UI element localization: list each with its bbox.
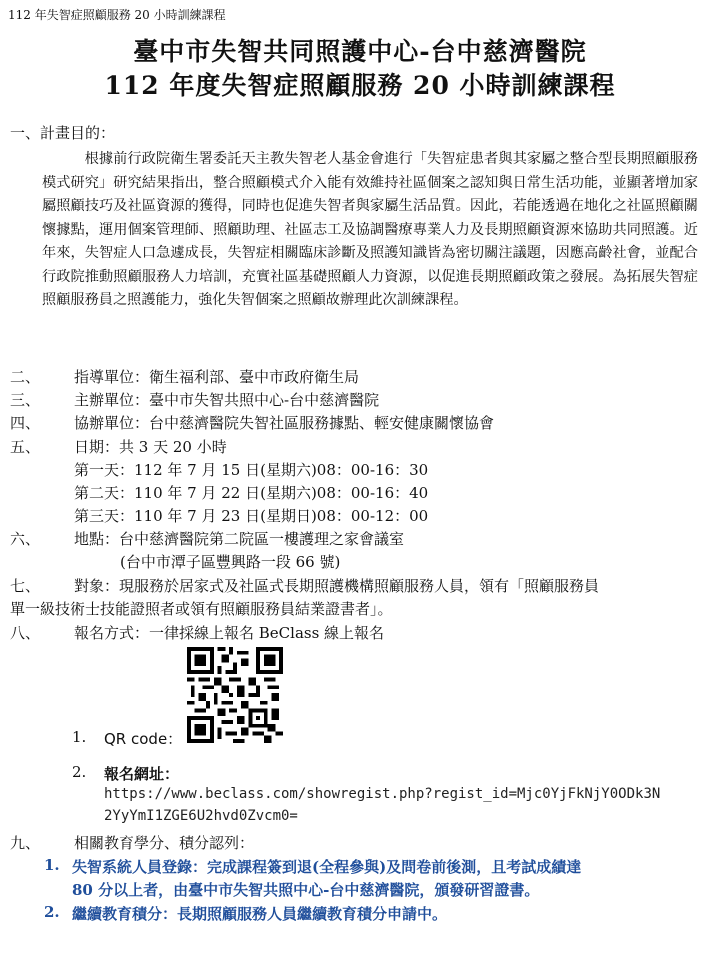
- running-header: 112 年失智症照顧服務 20 小時訓練課程: [8, 8, 226, 22]
- item1-num: 1.: [72, 728, 87, 746]
- registration-url-line1[interactable]: https://www.beclass.com/showregist.php?regist_id=Mjc0YjFkNjY0ODk3N: [104, 786, 661, 802]
- qr-code-label: QR code：: [104, 730, 183, 748]
- section9-text: 相關教育學分、積分認列：: [74, 834, 255, 852]
- section4-num: 四、: [10, 414, 41, 432]
- credit-item1-num: 1.: [44, 856, 60, 874]
- schedule-day3: 第三天：110 年 7 月 23 日(星期日)08：00-12：00: [74, 507, 429, 525]
- section6-text: 地點：台中慈濟醫院第二院區一樓護理之家會議室: [74, 530, 405, 548]
- section1-heading: 一、計畫目的：: [10, 124, 116, 142]
- section5-text: 日期：共 3 天 20 小時: [74, 438, 227, 456]
- section2-text: 指導單位：衛生福利部、臺中市政府衛生局: [74, 368, 360, 386]
- schedule-day2: 第二天：110 年 7 月 22 日(星期六)08：00-16：40: [74, 484, 429, 502]
- qr-code-icon[interactable]: [187, 647, 283, 743]
- section3-num: 三、: [10, 391, 41, 409]
- section8-text: 報名方式：一律採線上報名 BeClass 線上報名: [74, 624, 385, 642]
- title-line2: 112 年度失智症照顧服務 20 小時訓練課程: [104, 71, 616, 100]
- section4-text: 協辦單位：台中慈濟醫院失智社區服務據點、輕安健康關懷協會: [74, 414, 495, 432]
- section6-num: 六、: [10, 530, 41, 548]
- section3-text: 主辦單位：臺中市失智共照中心-台中慈濟醫院: [74, 391, 380, 409]
- credit-item1-line1: 失智系統人員登錄：完成課程簽到退(全程參與)及問卷前後測，且考試成績達: [72, 858, 582, 876]
- section9-num: 九、: [10, 834, 41, 852]
- credit-item2-line1: 繼續教育積分：長期照顧服務人員繼續教育積分申請中。: [72, 905, 448, 923]
- credit-item1-line2: 80 分以上者，由臺中市失智共照中心-台中慈濟醫院，頒發研習證書。: [72, 881, 540, 899]
- item2-num: 2.: [72, 763, 87, 781]
- purpose-paragraph: 根據前行政院衛生署委託天主教失智老人基金會進行「失智症患者與其家屬之整合型長期照顧服務模式研究」研究結果指出，整合照顧模式介入能有效維持社區個案之認知與日常生活功能，並顯著增加家屬照顧技巧及社區資源的獲得，同時也促進失智者與家屬生活品質。因此，若能透過在地化之社區照顧關懷據點，運用個案管理師、照顧助理、社區志工及協調醫療專業人力及長期照顧資源來協助共同照護。近年來，失智症人口急遽成長，失智症相關臨床診斷及照護知識皆為密切關注議題，因應高齡社會，並配合行政院推動照顧服務人力培訓，充實社區基礎照顧人力資源，以促進長期照顧政策之發展。為拓展失智症照顧服務員之照護能力，強化失智個案之照顧故辦理此次訓練課程。: [42, 151, 698, 308]
- section7-line1: 對象：現服務於居家式及社區式長期照護機構照顧服務人員，領有「照顧服務員: [74, 577, 600, 595]
- schedule-day1: 第一天：112 年 7 月 15 日(星期六)08：00-16：30: [74, 461, 429, 479]
- section6-address: (台中市潭子區豐興路一段 66 號): [120, 553, 341, 571]
- credit-item2-num: 2.: [44, 903, 60, 921]
- registration-url-line2[interactable]: 2YyYmI1ZGE6U2hvd0Zvcm0=: [104, 808, 298, 824]
- section2-num: 二、: [10, 368, 41, 386]
- section5-num: 五、: [10, 438, 41, 456]
- section7-num: 七、: [10, 577, 41, 595]
- title-line1: 臺中市失智共同照護中心-台中慈濟醫院: [133, 37, 587, 66]
- section7-line2: 單一級技術士技能證照者或領有照顧服務員結業證書者」。: [10, 600, 393, 618]
- section8-num: 八、: [10, 624, 41, 642]
- registration-url-label: 報名網址：: [104, 765, 180, 783]
